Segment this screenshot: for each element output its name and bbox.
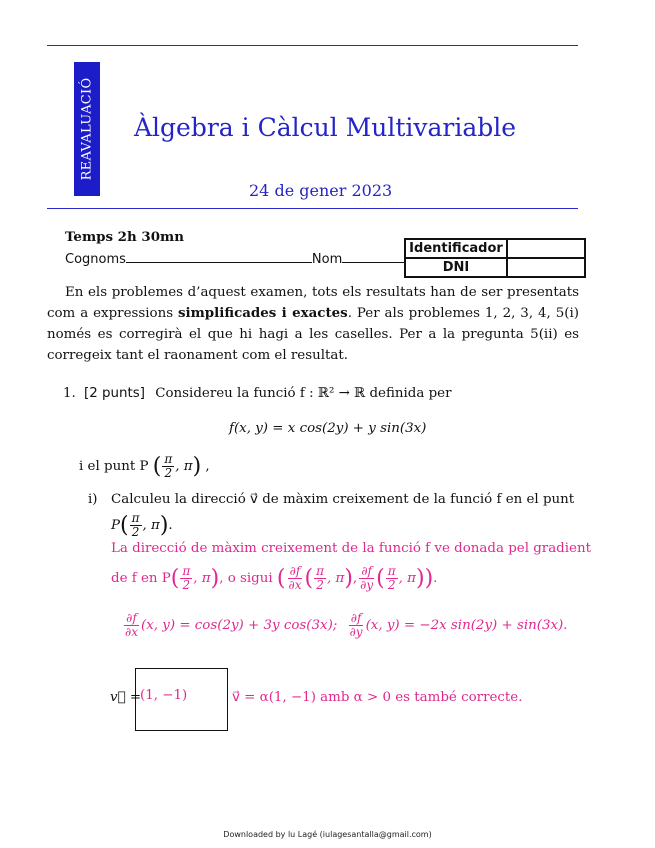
partial-derivatives: $\frac{\partial f}{\partial x}$ (x, y) = cos(2y) + 3y cos(3x); $\frac{\partial f}{\partial y}$ (x, y) = −2x sin(2y) + sin(3x). (125, 611, 568, 639)
problem-1-statement (63, 386, 452, 401)
problem-points: [2 punts] (84, 386, 145, 401)
id-table (404, 238, 586, 278)
exam-date: 24 de gener 2023 (249, 181, 393, 200)
exam-time: Temps 2h 30mn (65, 229, 184, 245)
part-i-text: Calculeu la direcció v⃗ de màxim creixement de la funció f en el punt (111, 492, 575, 507)
name-field[interactable] (342, 251, 405, 263)
dni-label: DNI (405, 258, 507, 277)
solution-line-1: La direcció de màxim creixement de la funció f ve donada pel gradient (111, 541, 591, 556)
top-rule (47, 45, 578, 46)
surname-label: Cognoms (65, 252, 126, 267)
page-title: Àlgebra i Càlcul Multivariable (134, 113, 517, 142)
instructions-bold: simplificades i exactes (178, 305, 348, 321)
part-i-label: i) (88, 492, 98, 507)
id-field[interactable] (507, 239, 585, 258)
student-fields (65, 251, 405, 267)
banner-text: REAVALUACIÓ (79, 77, 95, 181)
instructions: En els problemes d’aquest examen, tots els resultats han de ser presentats com a expressions simplificades i exactes. Per als problemes 1, 2, 3, 4, 5(i) només es corregirà el que hi hagi a les caselles. Per a la pregunta 5(ii) es corregeix tant el raonament com el resultat. (47, 285, 579, 363)
surname-field[interactable] (126, 251, 312, 263)
problem-number: 1. (63, 386, 76, 401)
reavaluacio-banner (74, 62, 100, 196)
dni-field[interactable] (507, 258, 585, 277)
answer-value: (1, −1) (140, 688, 188, 703)
problem-text: Considereu la funció f : ℝ² → ℝ definida per (155, 386, 452, 401)
function-formula: f(x, y) = x cos(2y) + y sin(3x) (229, 421, 427, 436)
solution-line-2: de f en P( $\frac{\pi}{2}$ , π), o sigui ( $\frac{\partial f}{\partial x}$ ( $\frac{\pi}{2}$ , π), $\frac{\partial f}{\partial y}$ ( $\frac{\pi}{2}$ , π)). (111, 564, 438, 592)
id-label: Identificador (405, 239, 507, 258)
answer-label: v⃗ = (110, 690, 142, 705)
part-i-point: P( $\frac{\pi}{2}$ , π). (111, 511, 173, 539)
header-bottom-rule (47, 208, 578, 209)
answer-note: v⃗ = α(1, −1) amb α > 0 es també correcte. (232, 690, 523, 705)
download-footer: Downloaded by lu Lagé (iulagesantalla@gmail.com) (223, 830, 432, 839)
point-definition: i el punt P ( $\frac{\pi}{2}$ , π) , (79, 452, 210, 480)
name-label: Nom (311, 252, 343, 267)
